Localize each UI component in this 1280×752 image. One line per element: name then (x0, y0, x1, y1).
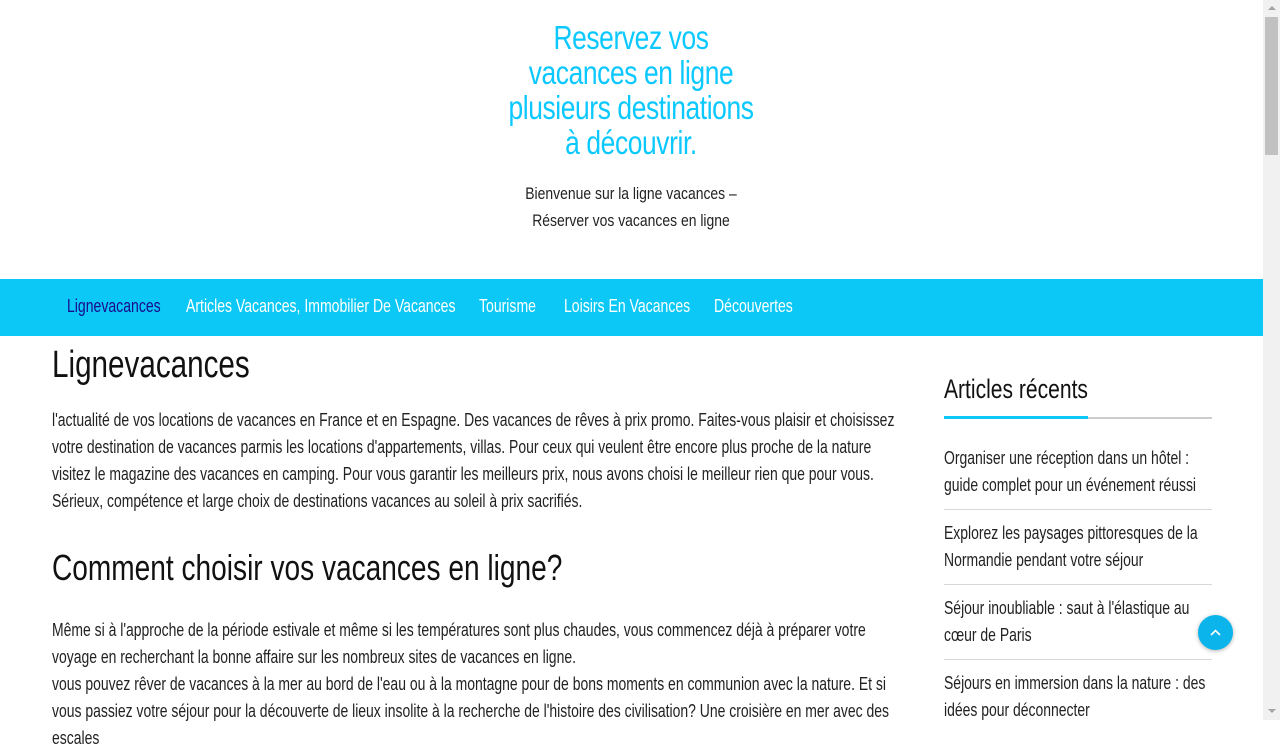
section-paragraph-2: vous pouvez rêver de vacances à la mer au bord de l'eau ou à la montagne pour de bons moments en communion avec la nature. Et si vous passiez votre séjour pour la découverte de lieux insolite à la recherche de l'histoire des civilisation? Une croisière en mer avec des escales (52, 674, 889, 748)
nav-item-tourisme[interactable]: Tourisme (479, 296, 536, 316)
recent-post-item (944, 445, 1212, 499)
site-tagline: Bienvenue sur la ligne vacances – Réserver vos vacances en ligne (525, 184, 737, 230)
section-paragraph-1: Même si à l'approche de la période estivale et même si les températures sont plus chaudes, vous commencez déjà à préparer votre voyage en recherchant la bonne affaire sur les nombreux sites de vacances en ligne. (52, 620, 866, 667)
scroll-up-arrow-icon[interactable] (1263, 0, 1280, 17)
recent-post-item (944, 595, 1212, 649)
main-navigation (0, 279, 1263, 336)
page-title: Lignevacances (52, 344, 250, 386)
recent-post-link[interactable]: Séjour inoubliable : saut à l'élastique au cœur de Paris (944, 598, 1190, 645)
divider (944, 659, 1212, 660)
divider (944, 584, 1212, 585)
back-to-top-button[interactable] (1198, 615, 1233, 650)
site-header (0, 0, 1263, 279)
widget-title-accent (944, 416, 1088, 419)
recent-post-link[interactable]: Séjours en immersion dans la nature : des idées pour déconnecter (944, 673, 1206, 720)
nav-item-decouvertes[interactable]: Découvertes (714, 296, 793, 316)
page-scrollbar[interactable] (1263, 0, 1280, 720)
nav-item-articles-vacances[interactable]: Articles Vacances, Immobilier De Vacances (186, 296, 456, 316)
recent-post-item (944, 520, 1212, 574)
nav-item-lignevacances[interactable]: Lignevacances (67, 296, 161, 316)
recent-post-link[interactable]: Organiser une réception dans un hôtel : guide complet pour un événement réussi (944, 448, 1197, 495)
section-heading: Comment choisir vos vacances en ligne? (52, 547, 563, 588)
intro-paragraph: l'actualité de vos locations de vacances en France et en Espagne. Des vacances de rêves à prix promo. Faites-vous plaisir et choisissez votre destination de vacances parmis les locations d'appartements, villas. Pour ceux qui veulent être encore plus proche de la nature visitez le magazine des vacances en camping. Pour vous garantir les meilleurs prix, nous avons choisi le meilleur rien que pour vous. Sérieux, compétence et large choix de destinations vacances au soleil à prix sacrifiés. (52, 410, 895, 511)
divider (944, 509, 1212, 510)
recent-post-item (944, 670, 1212, 724)
chevron-up-icon (1209, 626, 1222, 639)
site-title[interactable]: Reservez vos vacances en ligne plusieurs destinations à découvrir. (508, 19, 754, 161)
scroll-thumb[interactable] (1265, 17, 1278, 155)
nav-item-loisirs[interactable]: Loisirs En Vacances (564, 296, 691, 316)
recent-post-link[interactable]: Explorez les paysages pittoresques de la Normandie pendant votre séjour (944, 523, 1198, 570)
recent-posts-title: Articles récents (944, 374, 1088, 404)
scroll-down-arrow-icon[interactable] (1263, 703, 1280, 720)
